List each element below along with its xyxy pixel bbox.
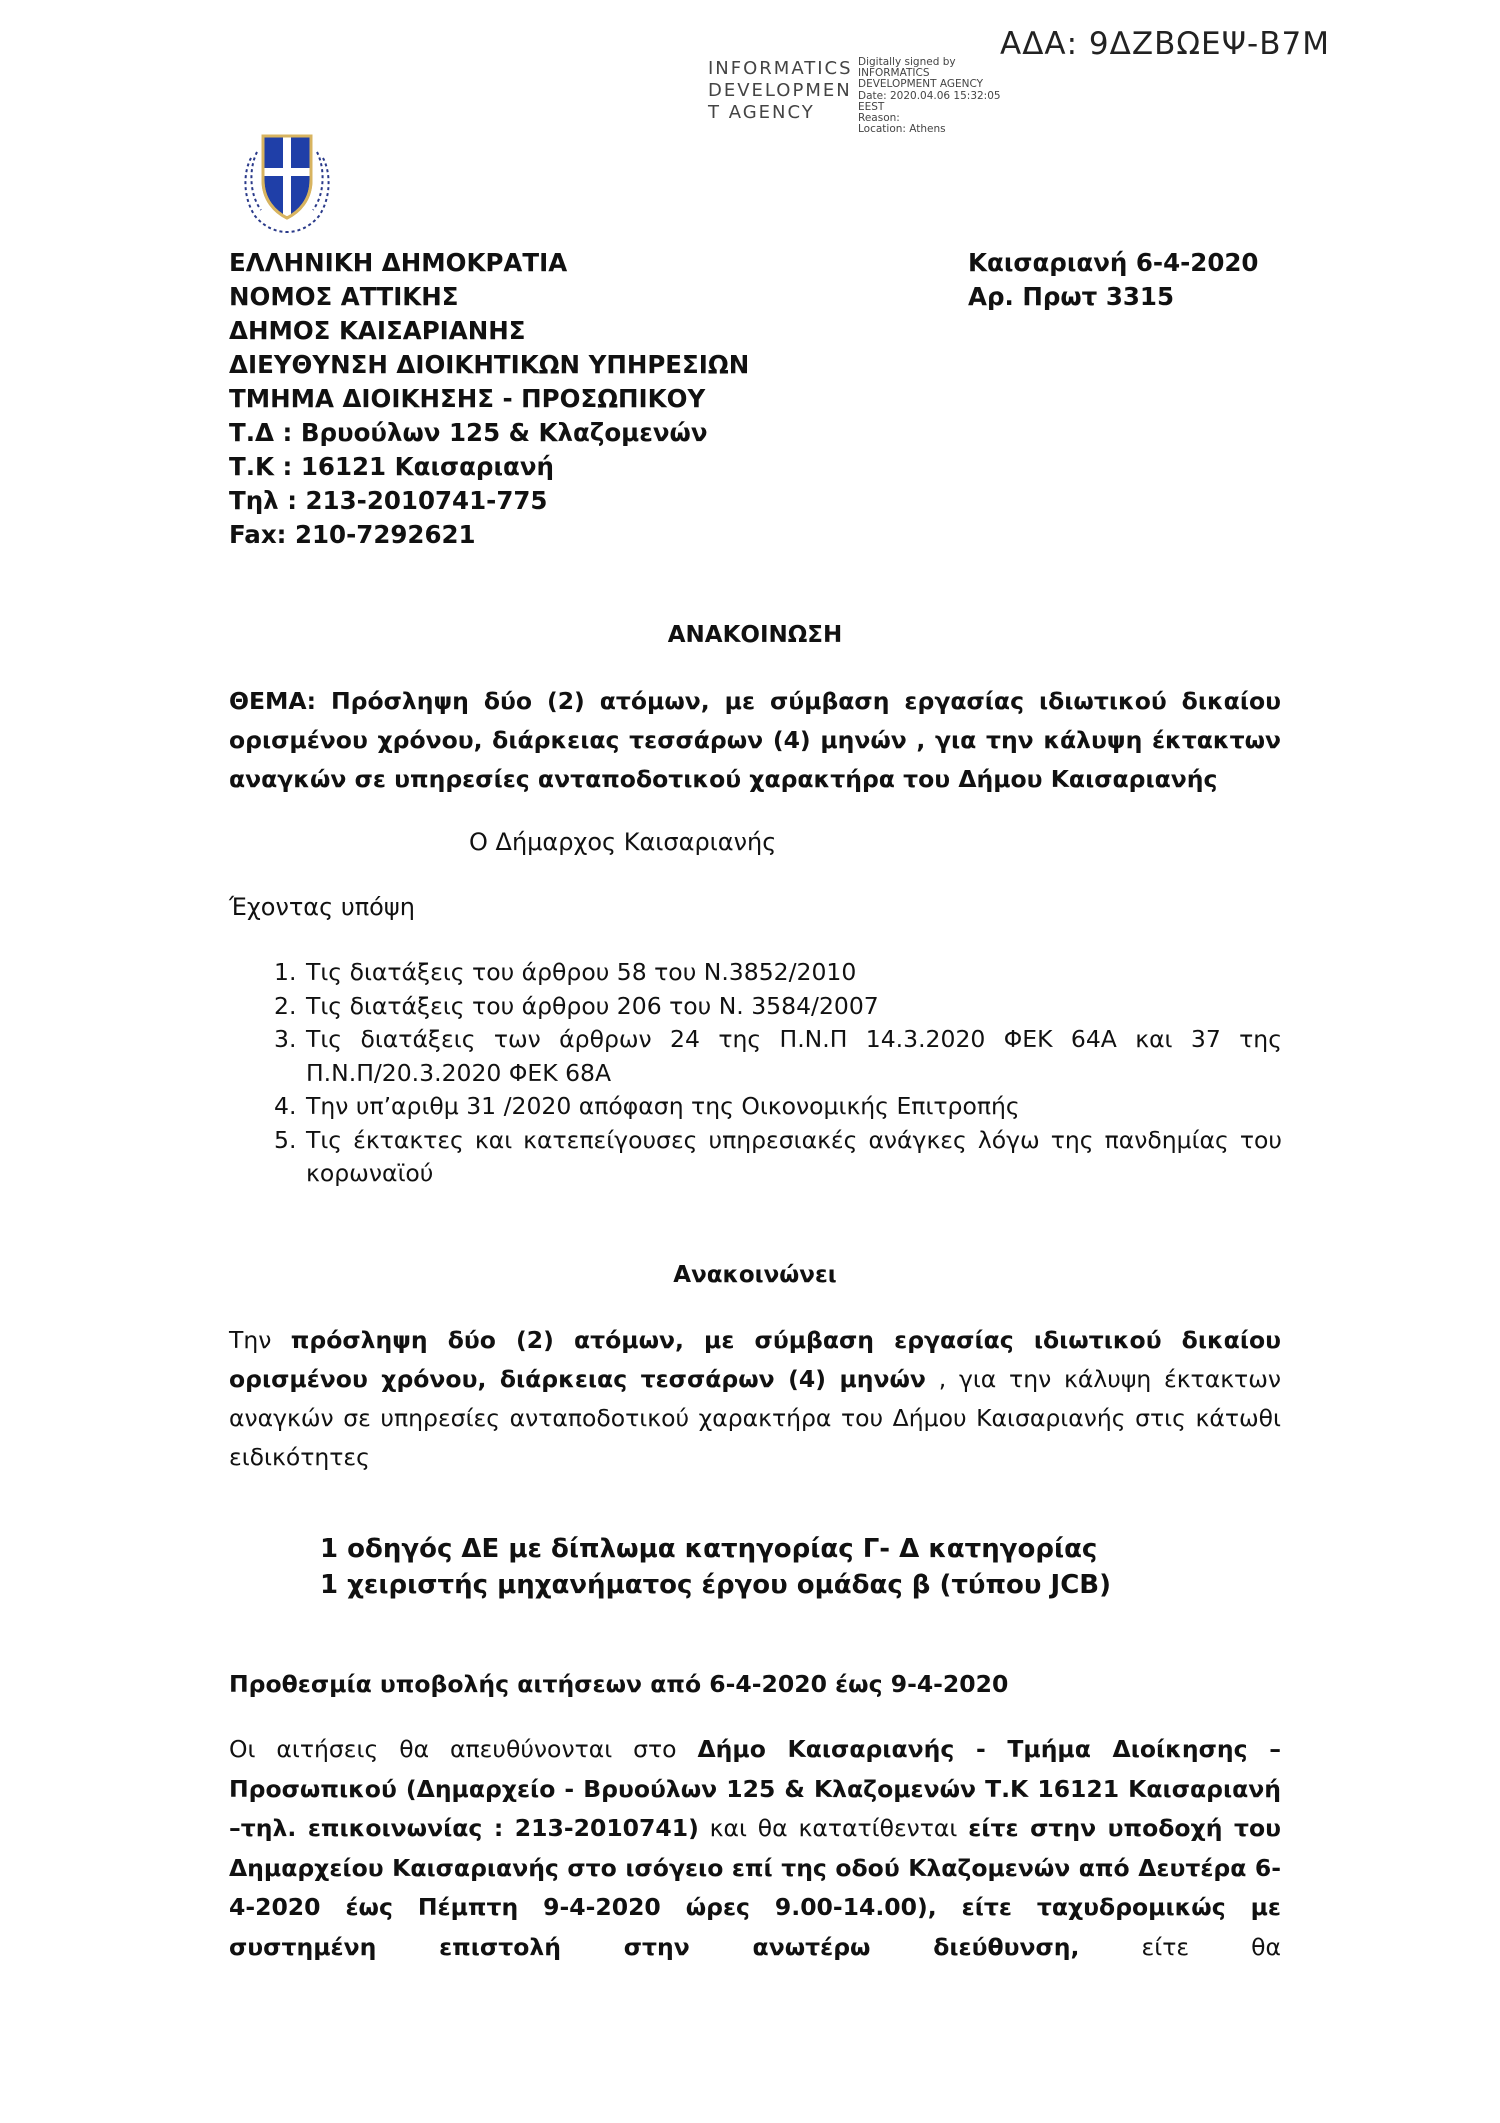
list-item bbox=[274, 1023, 1282, 1090]
list-item bbox=[274, 990, 1282, 1024]
signature-meta-line: Location: Athens bbox=[858, 123, 946, 136]
header-line: ΤΜΗΜΑ ΔΙΟΙΚΗΣΗΣ - ΠΡΟΣΩΠΙΚΟΥ bbox=[229, 384, 706, 413]
signature-meta-line: Date: 2020.04.06 15:32:05 bbox=[858, 89, 1001, 102]
header-line: Fax: 210-7292621 bbox=[229, 520, 476, 549]
list-item-text: Τις διατάξεις των άρθρων 24 της Π.Ν.Π 14.3.2020 ΦΕΚ 64Α και 37 της Π.Ν.Π/20.3.2020 ΦΕΚ 68Α bbox=[306, 1025, 1282, 1087]
announces-heading: Ανακοινώνει bbox=[673, 1262, 837, 1288]
header-line: Τ.Δ : Βρυούλων 125 & Κλαζομενών bbox=[229, 418, 708, 447]
list-item-text: Τις έκτακτες και κατεπείγουσες υπηρεσιακές ανάγκες λόγω της πανδημίας του κορωναϊού bbox=[306, 1125, 1282, 1187]
list-item bbox=[274, 1124, 1282, 1191]
deadline-line: Προθεσμία υποβολής αιτήσεων από 6-4-2020 έως 9-4-2020 bbox=[229, 1670, 1009, 1698]
signature-meta-line: INFORMATICS bbox=[858, 67, 930, 80]
place-date: Καισαριανή 6-4-2020 bbox=[968, 248, 1259, 277]
list-item-number: 5. bbox=[274, 1125, 297, 1154]
header-line: ΔΗΜΟΣ ΚΑΙΣΑΡΙΑΝΗΣ bbox=[229, 316, 526, 345]
protocol-number: Αρ. Πρωτ 3315 bbox=[968, 282, 1175, 311]
signature-meta-line: Reason: bbox=[858, 112, 900, 125]
document-title: ΑΝΑΚΟΙΝΩΣΗ bbox=[667, 622, 843, 648]
having-considered: Έχοντας υπόψη bbox=[229, 893, 415, 921]
list-item-text: Την υπ’αριθμ 31 /2020 απόφαση της Οικονομικής Επιτροπής bbox=[306, 1092, 1020, 1120]
subject-paragraph: ΘΕΜΑ: Πρόσληψη δύο (2) ατόμων, με σύμβαση εργασίας ιδιωτικού δικαίου ορισμένου χρόνου, διάρκειας τεσσάρων (4) μηνών , για την κάλυψη έκτακτων αναγκών σε υπηρεσίες ανταποδοτικού χαρακτήρα του Δήμου Καισαριανής bbox=[229, 687, 1281, 793]
header-line: ΝΟΜΟΣ ΑΤΤΙΚΗΣ bbox=[229, 282, 459, 311]
signature-organization bbox=[708, 58, 853, 124]
header-line: ΕΛΛΗΝΙΚΗ ΔΗΜΟΚΡΑΤΙΑ bbox=[229, 248, 568, 277]
ada-code: ΑΔΑ: 9ΔΖΒΩΕΨ-Β7Μ bbox=[1000, 26, 1330, 62]
signature-details bbox=[858, 57, 1001, 135]
announcement-paragraph bbox=[229, 1321, 1281, 1477]
list-item-number: 2. bbox=[274, 991, 297, 1020]
application-text: είτε θα bbox=[1079, 1932, 1281, 1961]
list-item-number: 4. bbox=[274, 1092, 297, 1120]
greek-state-emblem-icon bbox=[233, 118, 341, 234]
signature-org-line: DEVELOPMEN bbox=[708, 80, 852, 101]
list-item-text: Τις διατάξεις του άρθρου 58 του Ν.3852/2010 bbox=[306, 958, 857, 986]
header-line: ΔΙΕΥΘΥΝΣΗ ΔΙΟΙΚΗΤΙΚΩΝ ΥΠΗΡΕΣΙΩΝ bbox=[229, 350, 750, 379]
position-item: 1 χειριστής μηχανήματος έργου ομάδας β (τύπου JCB) bbox=[320, 1570, 1111, 1600]
position-item: 1 οδηγός ΔΕ με δίπλωμα κατηγορίας Γ- Δ κατηγορίας bbox=[320, 1534, 1098, 1564]
signature-org-line: T AGENCY bbox=[708, 102, 815, 123]
list-item bbox=[274, 1090, 1282, 1124]
signature-meta-line: Digitally signed by bbox=[858, 56, 956, 68]
application-bold-text: Δήμο Καισαριανής - Τμήμα Διοίκησης – Προσωπικού (Δημαρχείο - Βρυούλων 125 & Κλαζομενών Τ.Κ 16121 Καισαριανή –τηλ. επικοινωνίας : 213-2010741) bbox=[229, 1735, 1281, 1842]
signature-meta-line: DEVELOPMENT AGENCY bbox=[858, 78, 984, 91]
header-line: Τηλ : 213-2010741-775 bbox=[229, 486, 548, 515]
header-line: Τ.Κ : 16121 Καισαριανή bbox=[229, 452, 554, 481]
application-bold-text: είτε στην υποδοχή του Δημαρχείου Καισαριανής στο ισόγειο επί της οδού Κλαζομενών από Δευτέρα 6-4-2020 έως Πέμπτη 9-4-2020 ώρες 9.00-14.00), είτε ταχυδρομικώς με συστημένη επιστολή στην ανωτέρω διεύθυνση, bbox=[229, 1814, 1282, 1961]
list-item-text: Τις διατάξεις του άρθρου 206 του Ν. 3584/2007 bbox=[306, 991, 879, 1020]
positions-list bbox=[320, 1531, 1111, 1603]
date-protocol-block bbox=[968, 246, 1258, 314]
announcement-bold-text: πρόσληψη δύο (2) ατόμων, με σύμβαση εργασίας ιδιωτικού δικαίου ορισμένου χρόνου, διάρκειας τεσσάρων (4) μηνών bbox=[229, 1326, 1281, 1393]
signature-meta-line: EEST bbox=[858, 100, 885, 113]
announcement-text: , για την κάλυψη έκτακτων αναγκών σε υπηρεσίες ανταποδοτικού χαρακτήρα του Δήμου Καισαριανής στις κάτωθι ειδικότητες bbox=[229, 1365, 1281, 1471]
list-item-number: 1. bbox=[274, 958, 297, 986]
application-text: Οι αιτήσεις θα απευθύνονται στο bbox=[229, 1735, 698, 1763]
list-item-number: 3. bbox=[274, 1025, 297, 1053]
application-paragraph bbox=[229, 1730, 1281, 1967]
list-item bbox=[274, 956, 1282, 990]
mayor-line: Ο Δήμαρχος Καισαριανής bbox=[469, 828, 777, 856]
considerations-list bbox=[274, 956, 1282, 1191]
application-text: και θα κατατίθενται bbox=[698, 1814, 969, 1842]
signature-org-line: INFORMATICS bbox=[708, 58, 853, 79]
announcement-text: Την bbox=[229, 1326, 291, 1354]
issuer-header bbox=[229, 246, 749, 552]
